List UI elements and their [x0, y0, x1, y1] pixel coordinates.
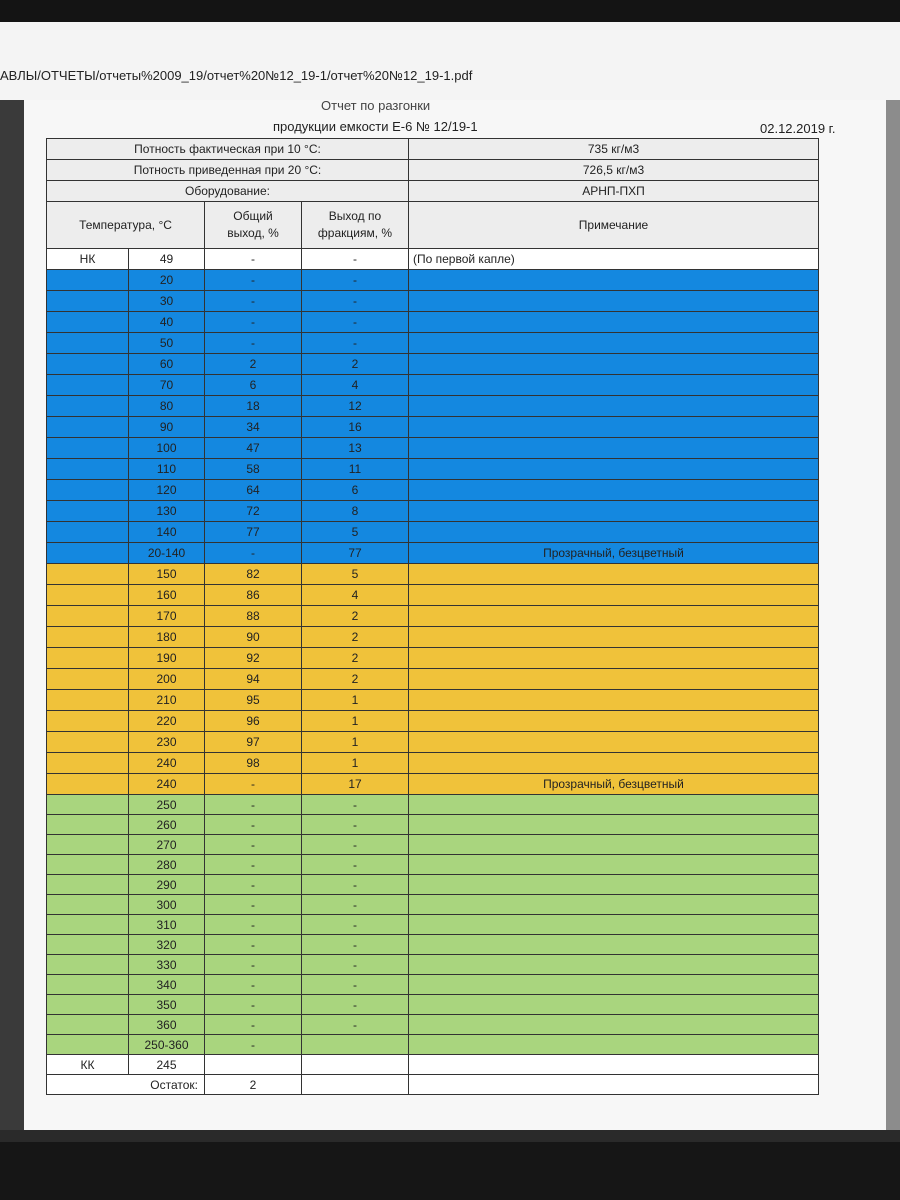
fraction-yield-cell: 2	[302, 648, 409, 669]
note-cell	[409, 835, 819, 855]
fraction-yield-cell: -	[302, 875, 409, 895]
row-label-cell	[47, 1035, 129, 1055]
total-yield-cell: 86	[205, 585, 302, 606]
note-cell	[409, 753, 819, 774]
ibp-note: (По первой капле)	[409, 249, 819, 270]
summary-total-cell: -	[205, 774, 302, 795]
ibp-row	[47, 249, 819, 270]
row-label-cell	[47, 501, 129, 522]
residue-note	[409, 1075, 819, 1095]
total-yield-cell: 58	[205, 459, 302, 480]
note-cell	[409, 711, 819, 732]
temperature-cell: 230	[129, 732, 205, 753]
total-yield-cell: -	[205, 995, 302, 1015]
note-cell	[409, 606, 819, 627]
row-label-cell	[47, 753, 129, 774]
viewer-left-panel	[0, 100, 24, 1130]
data-row	[47, 955, 819, 975]
fbp-label: КК	[47, 1055, 129, 1075]
note-cell	[409, 354, 819, 375]
ibp-fraction: -	[302, 249, 409, 270]
note-cell	[409, 585, 819, 606]
note-cell	[409, 522, 819, 543]
total-yield-cell: 90	[205, 627, 302, 648]
row-label-cell	[47, 795, 129, 815]
note-cell	[409, 459, 819, 480]
temperature-cell: 70	[129, 375, 205, 396]
temperature-cell: 120	[129, 480, 205, 501]
temperature-cell: 140	[129, 522, 205, 543]
total-yield-cell: -	[205, 855, 302, 875]
temperature-cell: 270	[129, 835, 205, 855]
temperature-cell: 240	[129, 753, 205, 774]
note-cell	[409, 564, 819, 585]
data-row	[47, 606, 819, 627]
fbp-temp: 245	[129, 1055, 205, 1075]
density20-value: 726,5 кг/м3	[409, 160, 819, 181]
fbp-fraction	[302, 1055, 409, 1075]
density20-label: Потность приведенная при 20 °С:	[47, 160, 409, 181]
distillation-table	[46, 138, 819, 1095]
temperature-cell: 280	[129, 855, 205, 875]
note-cell	[409, 1015, 819, 1035]
data-row	[47, 627, 819, 648]
total-yield-cell: -	[205, 815, 302, 835]
fraction-yield-cell: -	[302, 995, 409, 1015]
fraction-yield-cell: -	[302, 815, 409, 835]
total-yield-cell: -	[205, 1015, 302, 1035]
viewer-scrollbar[interactable]	[886, 100, 900, 1130]
header-total	[205, 202, 302, 249]
fraction-yield-cell: 1	[302, 690, 409, 711]
summary-fraction-cell	[302, 1035, 409, 1055]
note-cell	[409, 955, 819, 975]
total-yield-cell: 97	[205, 732, 302, 753]
fbp-total	[205, 1055, 302, 1075]
total-yield-cell: -	[205, 835, 302, 855]
fraction-yield-cell: 8	[302, 501, 409, 522]
temperature-cell: 250	[129, 795, 205, 815]
row-label-cell	[47, 606, 129, 627]
note-cell	[409, 648, 819, 669]
data-row	[47, 375, 819, 396]
total-yield-cell: 77	[205, 522, 302, 543]
note-cell	[409, 795, 819, 815]
data-row	[47, 855, 819, 875]
temperature-cell: 320	[129, 935, 205, 955]
temperature-cell: 330	[129, 955, 205, 975]
monitor-bezel-edge	[0, 1130, 900, 1142]
note-cell	[409, 312, 819, 333]
total-yield-cell: -	[205, 291, 302, 312]
fraction-yield-cell: 5	[302, 564, 409, 585]
row-label-cell	[47, 396, 129, 417]
fraction-yield-cell: -	[302, 795, 409, 815]
temperature-cell: 50	[129, 333, 205, 354]
temperature-cell: 310	[129, 915, 205, 935]
data-row	[47, 915, 819, 935]
fraction-yield-cell: -	[302, 835, 409, 855]
fraction-yield-cell: 5	[302, 522, 409, 543]
note-cell	[409, 690, 819, 711]
ibp-label: НК	[47, 249, 129, 270]
density10-value: 735 кг/м3	[409, 139, 819, 160]
note-cell	[409, 935, 819, 955]
total-yield-cell: 88	[205, 606, 302, 627]
header-fraction-line2: фракциям, %	[317, 226, 393, 240]
total-yield-cell: -	[205, 875, 302, 895]
row-label-cell	[47, 875, 129, 895]
note-cell	[409, 995, 819, 1015]
summary-temperature-cell: 20-140	[129, 543, 205, 564]
summary-note-cell	[409, 1035, 819, 1055]
temperature-cell: 60	[129, 354, 205, 375]
row-label-cell	[47, 855, 129, 875]
note-cell	[409, 333, 819, 354]
fraction-yield-cell: 1	[302, 753, 409, 774]
data-row	[47, 690, 819, 711]
total-yield-cell: 98	[205, 753, 302, 774]
temperature-cell: 360	[129, 1015, 205, 1035]
temperature-cell: 20	[129, 270, 205, 291]
report-date: 02.12.2019 г.	[760, 121, 836, 136]
fraction-yield-cell: -	[302, 333, 409, 354]
fraction-yield-cell: 1	[302, 711, 409, 732]
total-yield-cell: 64	[205, 480, 302, 501]
total-yield-cell: 34	[205, 417, 302, 438]
note-cell	[409, 270, 819, 291]
row-label-cell	[47, 270, 129, 291]
fraction-yield-cell: 2	[302, 354, 409, 375]
row-label-cell	[47, 975, 129, 995]
data-row	[47, 648, 819, 669]
header-row	[47, 202, 819, 249]
data-row	[47, 875, 819, 895]
total-yield-cell: 6	[205, 375, 302, 396]
total-yield-cell: -	[205, 270, 302, 291]
report-title-line1: Отчет по разгонки	[321, 98, 431, 113]
note-cell	[409, 915, 819, 935]
note-cell	[409, 396, 819, 417]
fraction-yield-cell: 4	[302, 585, 409, 606]
row-label-cell	[47, 935, 129, 955]
density20-row	[47, 160, 819, 181]
row-label-cell	[47, 835, 129, 855]
data-row	[47, 1015, 819, 1035]
total-yield-cell: 92	[205, 648, 302, 669]
temperature-cell: 40	[129, 312, 205, 333]
header-temperature: Температура, °С	[47, 202, 205, 249]
fbp-note	[409, 1055, 819, 1075]
temperature-cell: 340	[129, 975, 205, 995]
data-row	[47, 732, 819, 753]
row-label-cell	[47, 732, 129, 753]
temperature-cell: 110	[129, 459, 205, 480]
data-row	[47, 354, 819, 375]
fbp-row	[47, 1055, 819, 1075]
temperature-cell: 220	[129, 711, 205, 732]
data-row	[47, 935, 819, 955]
data-row	[47, 564, 819, 585]
row-label-cell	[47, 438, 129, 459]
data-row	[47, 501, 819, 522]
temperature-cell: 180	[129, 627, 205, 648]
note-cell	[409, 732, 819, 753]
temperature-cell: 350	[129, 995, 205, 1015]
row-label-cell	[47, 459, 129, 480]
fraction-yield-cell: -	[302, 270, 409, 291]
total-yield-cell: 94	[205, 669, 302, 690]
data-row	[47, 270, 819, 291]
summary-fraction-cell: 17	[302, 774, 409, 795]
summary-note-cell: Прозрачный, безцветный	[409, 774, 819, 795]
total-yield-cell: 47	[205, 438, 302, 459]
fraction-yield-cell: 2	[302, 669, 409, 690]
row-label-cell	[47, 815, 129, 835]
data-row	[47, 585, 819, 606]
residue-row	[47, 1075, 819, 1095]
fraction-yield-cell: 2	[302, 627, 409, 648]
summary-temperature-cell: 240	[129, 774, 205, 795]
residue-value: 2	[205, 1075, 302, 1095]
temperature-cell: 290	[129, 875, 205, 895]
data-row	[47, 895, 819, 915]
fraction-yield-cell: -	[302, 1015, 409, 1035]
pdf-page	[24, 100, 886, 1130]
temperature-cell: 160	[129, 585, 205, 606]
row-label-cell	[47, 417, 129, 438]
fraction-yield-cell: 2	[302, 606, 409, 627]
note-cell	[409, 291, 819, 312]
data-row	[47, 417, 819, 438]
data-row	[47, 291, 819, 312]
data-row	[47, 459, 819, 480]
temperature-cell: 190	[129, 648, 205, 669]
equipment-label: Оборудование:	[47, 181, 409, 202]
fraction-yield-cell: 16	[302, 417, 409, 438]
summary-row	[47, 1035, 819, 1055]
note-cell	[409, 438, 819, 459]
temperature-cell: 200	[129, 669, 205, 690]
total-yield-cell: -	[205, 895, 302, 915]
note-cell	[409, 815, 819, 835]
total-yield-cell: 96	[205, 711, 302, 732]
header-total-line2: выход, %	[227, 226, 279, 240]
summary-total-cell: -	[205, 543, 302, 564]
address-url[interactable]: АВЛЫ/ОТЧЕТЫ/отчеты%2009_19/отчет%20№12_19-1/отчет%20№12_19-1.pdf	[0, 68, 473, 83]
total-yield-cell: 18	[205, 396, 302, 417]
row-label-cell	[47, 354, 129, 375]
summary-temperature-cell: 250-360	[129, 1035, 205, 1055]
row-label-cell	[47, 690, 129, 711]
temperature-cell: 300	[129, 895, 205, 915]
row-label-cell	[47, 669, 129, 690]
note-cell	[409, 480, 819, 501]
row-label-cell	[47, 895, 129, 915]
data-row	[47, 753, 819, 774]
screen	[0, 22, 900, 1130]
fraction-yield-cell: -	[302, 975, 409, 995]
fraction-yield-cell: 13	[302, 438, 409, 459]
data-row	[47, 438, 819, 459]
fraction-yield-cell: -	[302, 312, 409, 333]
row-label-cell	[47, 375, 129, 396]
ibp-total: -	[205, 249, 302, 270]
total-yield-cell: -	[205, 795, 302, 815]
temperature-cell: 260	[129, 815, 205, 835]
total-yield-cell: -	[205, 975, 302, 995]
data-row	[47, 815, 819, 835]
row-label-cell	[47, 585, 129, 606]
temperature-cell: 130	[129, 501, 205, 522]
total-yield-cell: -	[205, 333, 302, 354]
header-total-line1: Общий	[233, 209, 273, 224]
temperature-cell: 210	[129, 690, 205, 711]
temperature-cell: 150	[129, 564, 205, 585]
temperature-cell: 30	[129, 291, 205, 312]
fraction-yield-cell: 4	[302, 375, 409, 396]
note-cell	[409, 501, 819, 522]
temperature-cell: 170	[129, 606, 205, 627]
ibp-temp: 49	[129, 249, 205, 270]
row-label-cell	[47, 291, 129, 312]
row-label-cell	[47, 312, 129, 333]
fraction-yield-cell: -	[302, 895, 409, 915]
header-note: Примечание	[409, 202, 819, 249]
row-label-cell	[47, 774, 129, 795]
total-yield-cell: -	[205, 915, 302, 935]
fraction-yield-cell: -	[302, 291, 409, 312]
header-fraction-line1: Выход по	[328, 209, 382, 224]
summary-row	[47, 774, 819, 795]
residue-label: Остаток:	[47, 1075, 205, 1095]
monitor-bezel-top	[0, 0, 900, 22]
temperature-cell: 80	[129, 396, 205, 417]
data-row	[47, 835, 819, 855]
equipment-value: АРНП-ПХП	[409, 181, 819, 202]
data-row	[47, 480, 819, 501]
fraction-yield-cell: 1	[302, 732, 409, 753]
total-yield-cell: 82	[205, 564, 302, 585]
note-cell	[409, 627, 819, 648]
density10-label: Потность фактическая при 10 °С:	[47, 139, 409, 160]
fraction-yield-cell: -	[302, 855, 409, 875]
row-label-cell	[47, 543, 129, 564]
row-label-cell	[47, 480, 129, 501]
row-label-cell	[47, 1015, 129, 1035]
fraction-yield-cell: 11	[302, 459, 409, 480]
row-label-cell	[47, 564, 129, 585]
summary-total-cell: -	[205, 1035, 302, 1055]
address-bar[interactable]	[0, 22, 900, 100]
row-label-cell	[47, 915, 129, 935]
fraction-yield-cell: 6	[302, 480, 409, 501]
row-label-cell	[47, 995, 129, 1015]
total-yield-cell: -	[205, 312, 302, 333]
summary-row	[47, 543, 819, 564]
data-row	[47, 975, 819, 995]
total-yield-cell: -	[205, 935, 302, 955]
data-row	[47, 333, 819, 354]
fraction-yield-cell: -	[302, 915, 409, 935]
data-row	[47, 396, 819, 417]
temperature-cell: 90	[129, 417, 205, 438]
summary-fraction-cell: 77	[302, 543, 409, 564]
data-row	[47, 995, 819, 1015]
total-yield-cell: -	[205, 955, 302, 975]
note-cell	[409, 975, 819, 995]
total-yield-cell: 95	[205, 690, 302, 711]
data-row	[47, 669, 819, 690]
note-cell	[409, 855, 819, 875]
data-row	[47, 795, 819, 815]
note-cell	[409, 669, 819, 690]
temperature-cell: 100	[129, 438, 205, 459]
data-row	[47, 312, 819, 333]
data-row	[47, 711, 819, 732]
row-label-cell	[47, 627, 129, 648]
fraction-yield-cell: -	[302, 935, 409, 955]
header-fraction	[302, 202, 409, 249]
total-yield-cell: 72	[205, 501, 302, 522]
fraction-yield-cell: -	[302, 955, 409, 975]
note-cell	[409, 375, 819, 396]
note-cell	[409, 895, 819, 915]
fraction-yield-cell: 12	[302, 396, 409, 417]
data-row	[47, 522, 819, 543]
equipment-row	[47, 181, 819, 202]
row-label-cell	[47, 711, 129, 732]
report-title-line2: продукции емкости Е-6 № 12/19-1	[273, 119, 478, 134]
row-label-cell	[47, 522, 129, 543]
summary-note-cell: Прозрачный, безцветный	[409, 543, 819, 564]
total-yield-cell: 2	[205, 354, 302, 375]
row-label-cell	[47, 333, 129, 354]
density10-row	[47, 139, 819, 160]
residue-fraction	[302, 1075, 409, 1095]
row-label-cell	[47, 955, 129, 975]
note-cell	[409, 417, 819, 438]
row-label-cell	[47, 648, 129, 669]
note-cell	[409, 875, 819, 895]
